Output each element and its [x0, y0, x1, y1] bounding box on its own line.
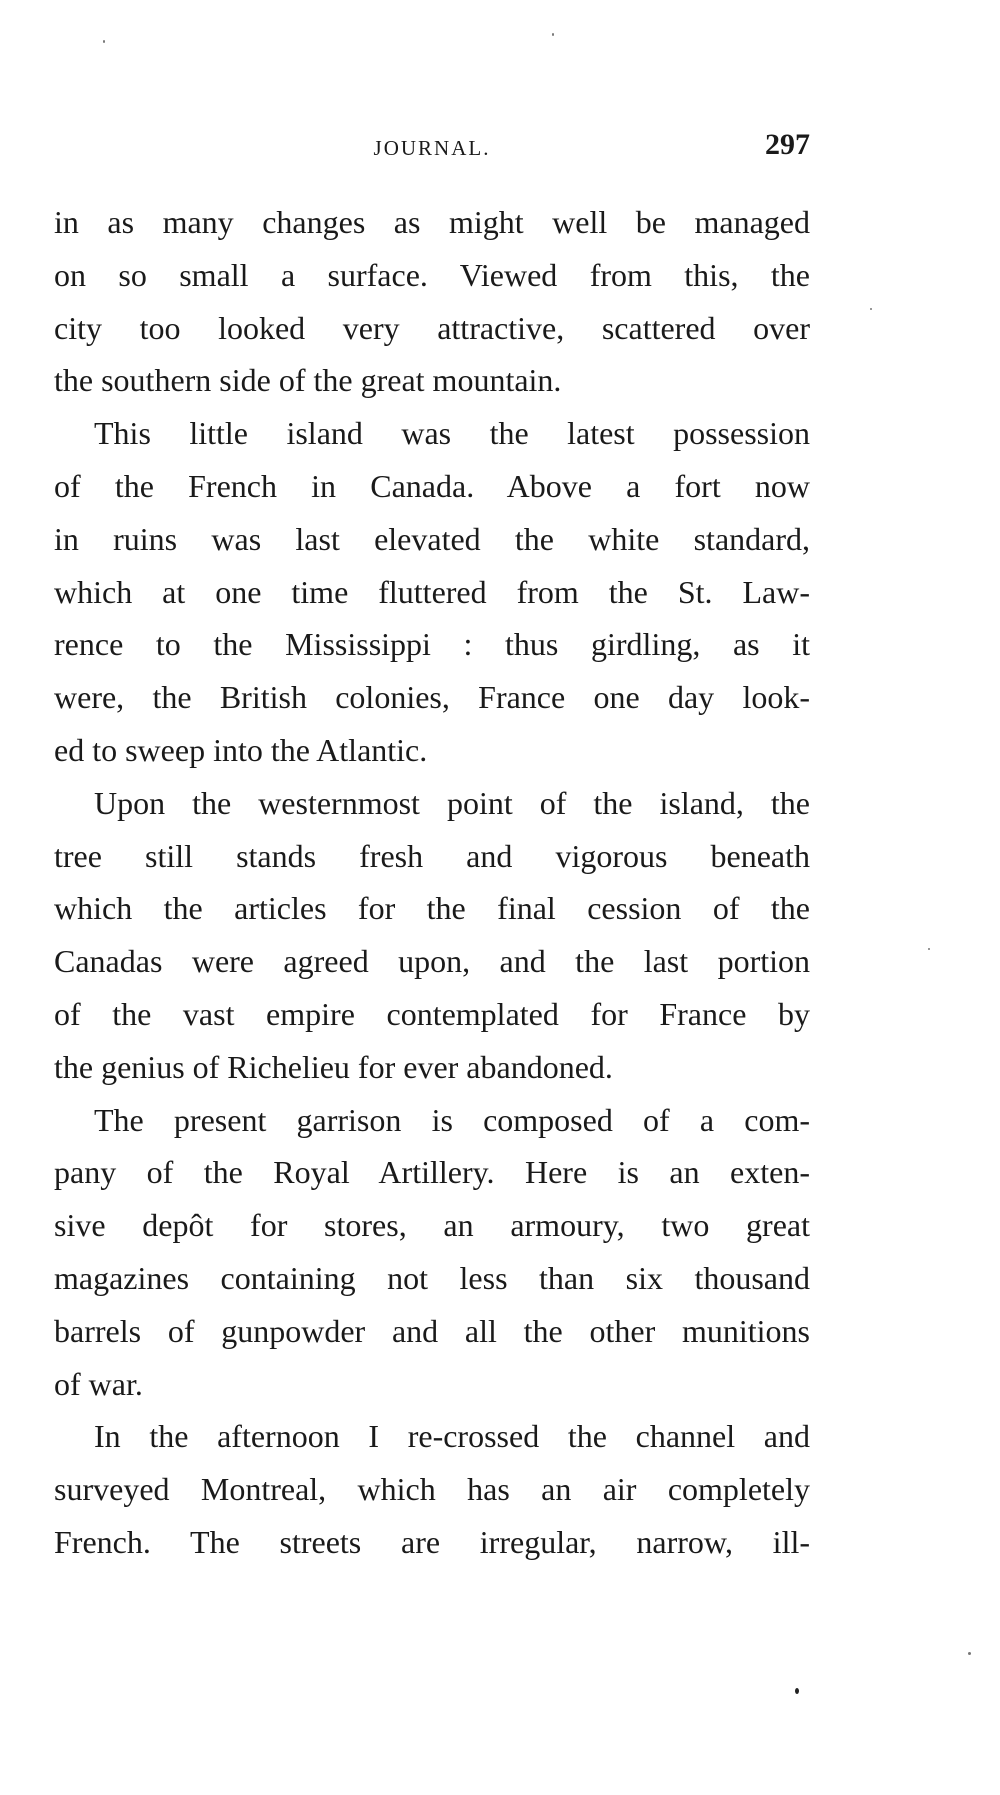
text-line: the genius of Richelieu for ever abandoned. [54, 1048, 613, 1085]
text-line: This little island was the latest possession [94, 415, 810, 452]
text-line: magazines containing not less than six thousand [54, 1259, 810, 1296]
text-line: French. The streets are irregular, narrow, ill- [54, 1523, 810, 1560]
text-line: The present garrison is composed of a com- [94, 1101, 810, 1138]
text-line: were, the British colonies, France one day look- [54, 679, 810, 716]
page-number: 297 [765, 128, 810, 161]
text-line: Upon the westernmost point of the island, the [94, 784, 810, 821]
text-line: of the vast empire contemplated for France by [54, 995, 810, 1032]
text-line: tree still stands fresh and vigorous beneath [54, 837, 810, 874]
paper-speck [870, 308, 872, 310]
paragraph-2 [54, 407, 810, 777]
text-line: which at one time fluttered from the St. Law- [54, 573, 810, 610]
paragraph-3 [54, 777, 810, 1094]
text-line: pany of the Royal Artillery. Here is an exten- [54, 1154, 810, 1191]
running-title: JOURNAL. [373, 136, 491, 160]
text-line: rence to the Mississippi : thus girdling, as it [54, 626, 810, 663]
text-line: of the French in Canada. Above a fort now [54, 467, 810, 504]
text-line: in ruins was last elevated the white standard, [54, 520, 810, 557]
text-line: barrels of gunpowder and all the other munitions [54, 1312, 810, 1349]
paper-speck [795, 1688, 799, 1694]
text-line: which the articles for the final cession of the [54, 890, 810, 927]
text-line: the southern side of the great mountain. [54, 362, 562, 399]
page-header [54, 128, 810, 168]
text-line: Canadas were agreed upon, and the last portion [54, 943, 810, 980]
text-line: on so small a surface. Viewed from this, the [54, 256, 810, 293]
text-line: sive depôt for stores, an armoury, two great [54, 1207, 810, 1244]
paper-speck [103, 40, 105, 43]
body-text [54, 196, 810, 1569]
paragraph-4 [54, 1094, 810, 1411]
text-line: In the afternoon I re-crossed the channel and [94, 1418, 810, 1455]
paragraph-1 [54, 196, 810, 407]
paragraph-5 [54, 1410, 810, 1568]
text-line: city too looked very attractive, scattered over [54, 309, 810, 346]
paper-speck [968, 1652, 971, 1655]
text-line: in as many changes as might well be managed [54, 204, 810, 240]
paper-speck [928, 948, 930, 950]
text-line: ed to sweep into the Atlantic. [54, 731, 428, 768]
paper-speck [552, 33, 554, 36]
text-line: of war. [54, 1365, 143, 1402]
text-line: surveyed Montreal, which has an air completely [54, 1471, 810, 1508]
